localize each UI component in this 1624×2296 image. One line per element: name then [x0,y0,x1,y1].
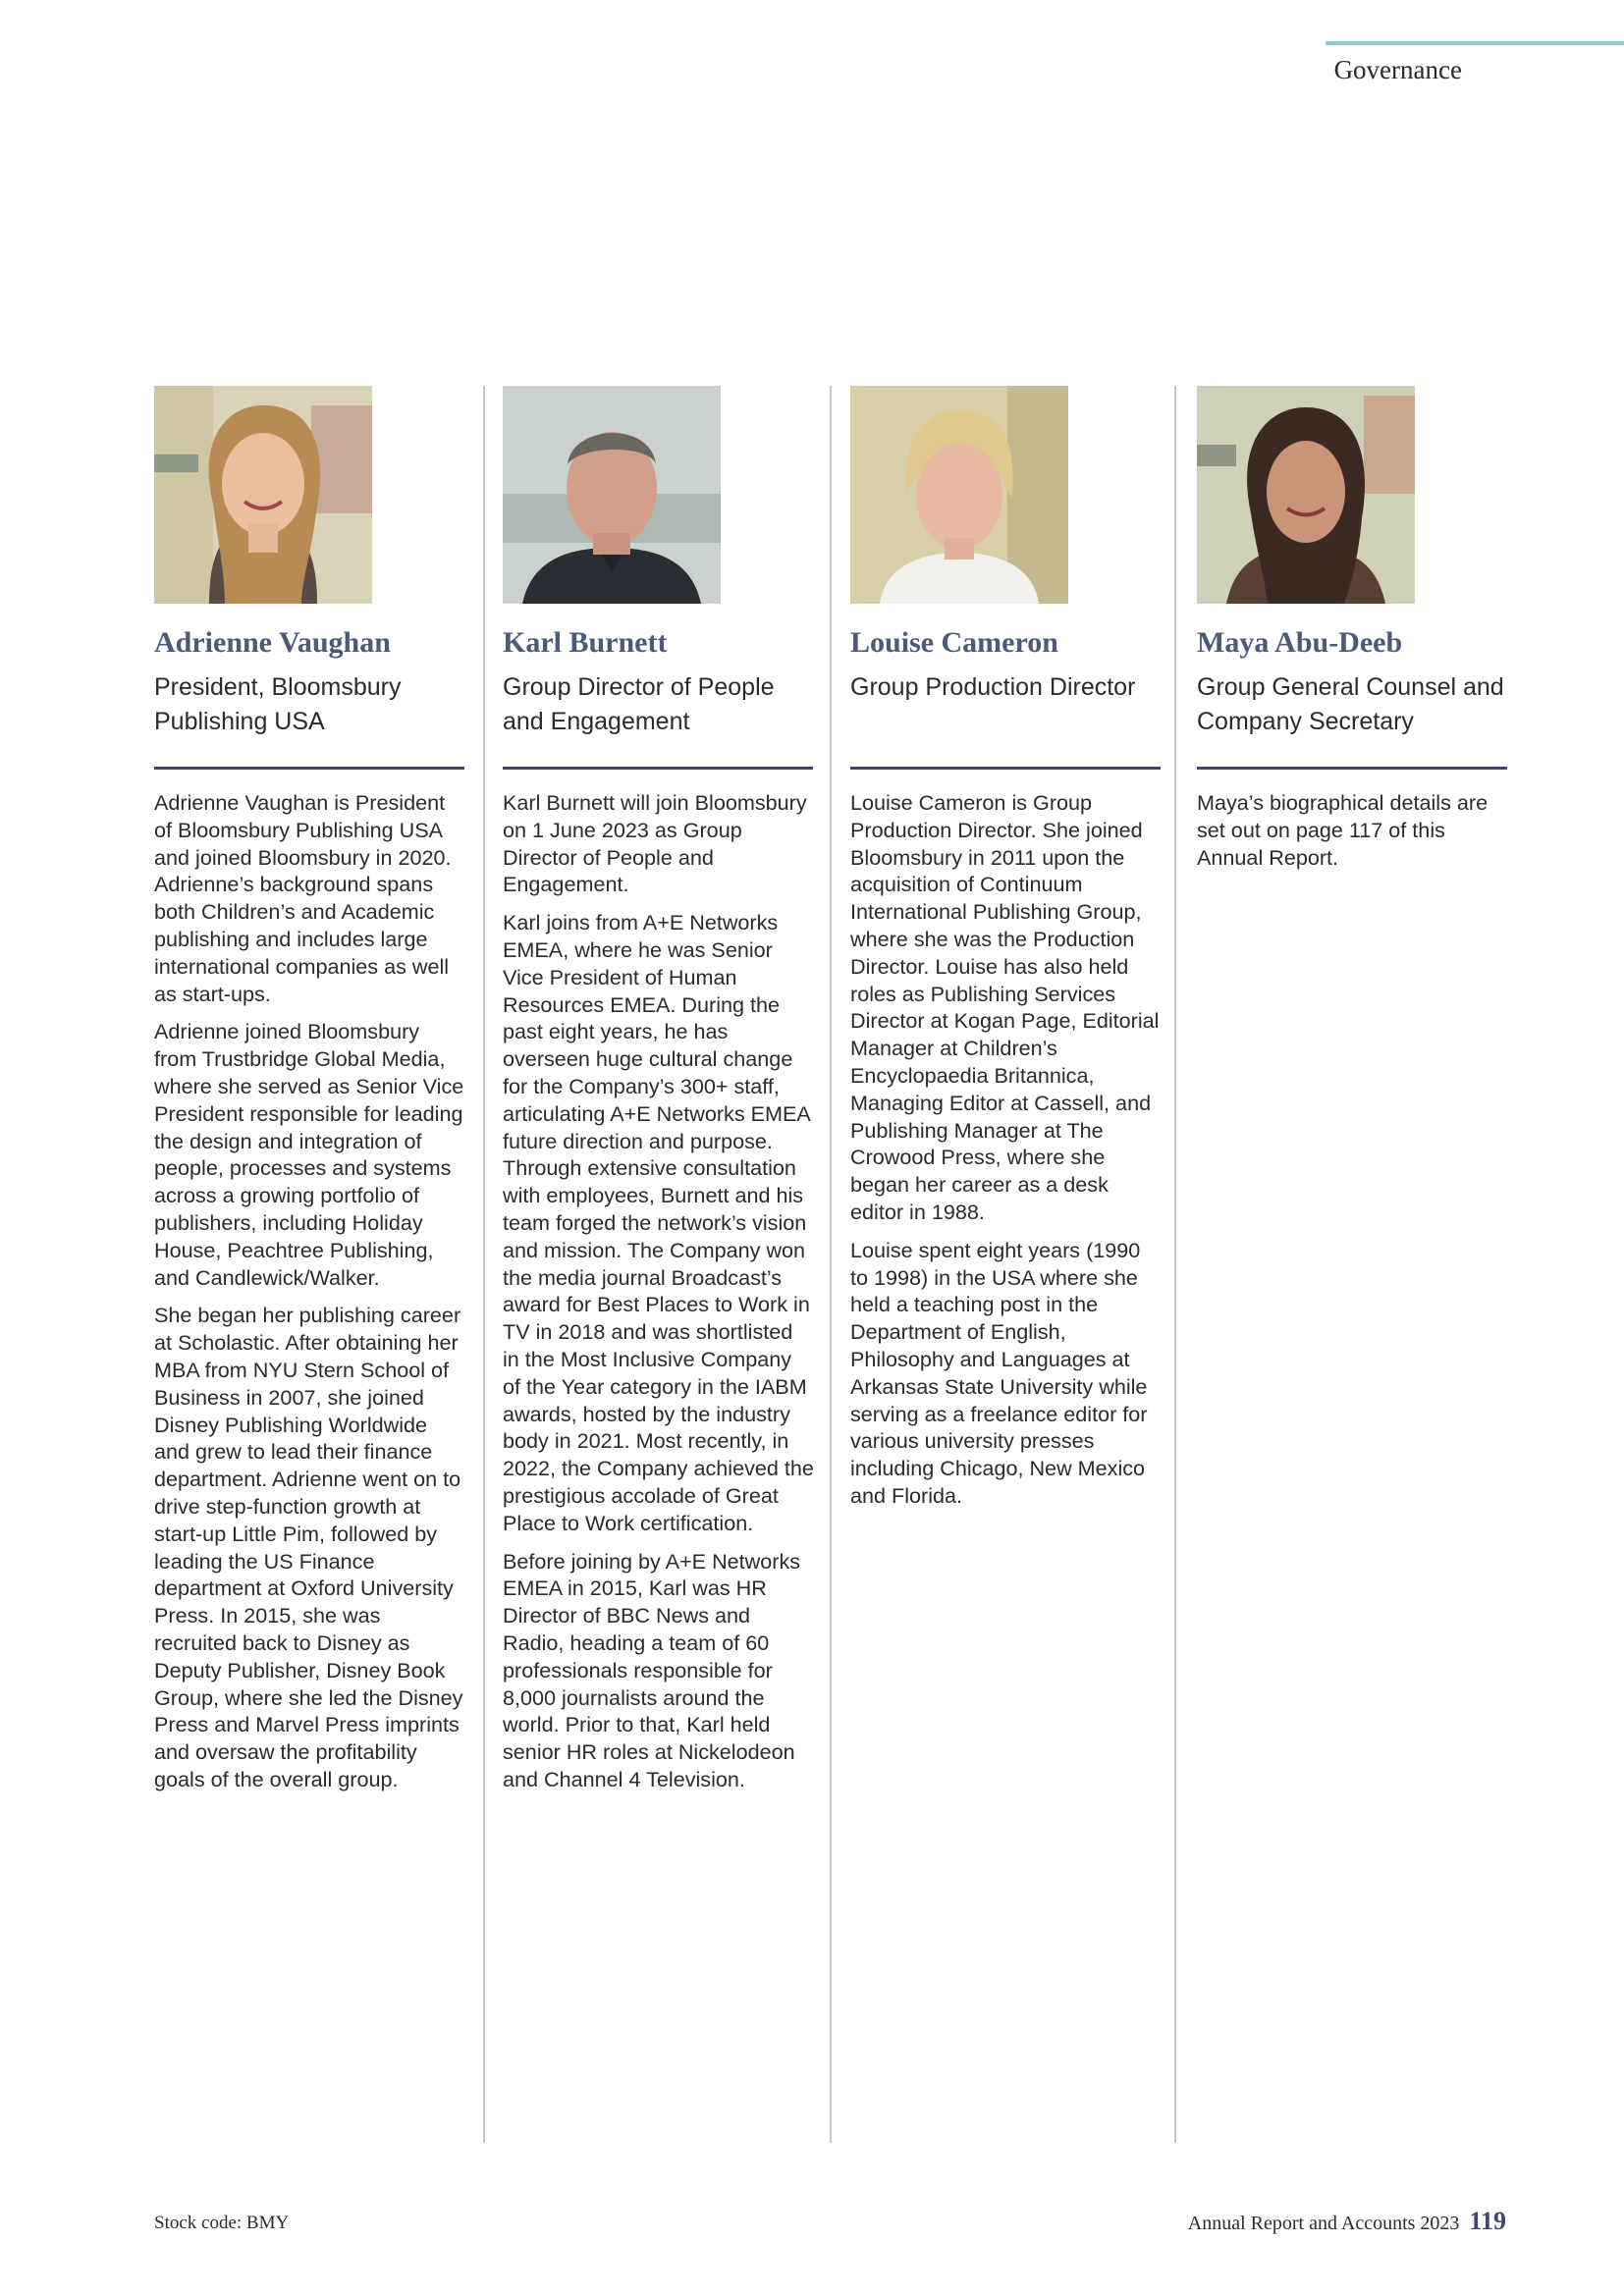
person-name: Adrienne Vaughan [154,626,391,659]
profile-card [154,386,466,1804]
biography [850,789,1163,1510]
column-divider [1174,386,1176,2143]
person-role: Group Production Director [850,673,1136,701]
portrait-photo [1197,386,1415,604]
column-divider [483,386,485,2143]
biography [503,789,815,1793]
bio-paragraph: Maya’s biographical details are set out on page 117 of this Annual Report. [1197,790,1489,870]
profile-card [850,386,1163,1521]
footer-report [1188,2207,1506,2236]
biography [154,789,466,1793]
person-name: Maya Abu-Deeb [1197,626,1403,659]
bio-paragraph: Adrienne joined Bloomsbury from Trustbridge Global Media, where she served as Senior Vice President responsible for leading the design and integration of people, processes and systems across a growing portfolio of publishers, including Holiday House, Peachtree Publishing, and Candlewick/Walker. [154,1019,464,1290]
separator-rule [1197,767,1507,770]
bio-paragraph: Karl Burnett will join Bloomsbury on 1 June 2023 as Group Director of People and Engagement. [503,790,807,897]
bio-paragraph: Adrienne Vaughan is President of Bloomsbury Publishing USA and joined Bloomsbury in 2020. Adrienne’s background spans both Children’s and Academic publishing and includes large international companies as well as start-ups. [154,790,452,1006]
biography [1197,789,1509,871]
stock-code: Stock code: BMY [154,2213,290,2233]
bio-paragraph: Karl joins from A+E Networks EMEA, where he was Senior Vice President of Human Resources EMEA. During the past eight years, he has overseen huge cultural change for the Company’s 300+ staff, articulating A+E Networks EMEA future direction and purpose. Through extensive consultation with employees, Burnett and his team forged the network’s vision and mission. The Company won the media journal Broadcast’s award for Best Places to Work in TV in 2018 and was shortlisted in the Most Inclusive Company of the Year category in the IABM awards, hosted by the industry body in 2021. Most recently, in 2022, the Company achieved the prestigious accolade of Great Place to Work certification. [503,910,814,1535]
header-accent-rule [1326,41,1624,45]
report-title: Annual Report and Accounts 2023 [1187,2213,1460,2234]
bio-paragraph: Louise spent eight years (1990 to 1998) in the USA where she held a teaching post in the Department of English, Philosophy and Languages at Arkansas State University while serving as a freelance editor for various university presses including Chicago, New Mexico and Florida. [850,1237,1148,1508]
separator-rule [154,767,464,770]
person-role: President, Bloomsbury Publishing USA [154,673,402,735]
portrait-photo [850,386,1068,604]
bio-paragraph: She began her publishing career at Scholastic. After obtaining her MBA from NYU Stern School of Business in 2007, she joined Disney Publishing Worldwide and grew to lead their finance department. Adrienne went on to drive step-function growth at start-up Little Pim, followed by leading the US Finance department at Oxford University Press. In 2015, she was recruited back to Disney as Deputy Publisher, Disney Book Group, where she led the Disney Press and Marvel Press imprints and oversaw the profitability goals of the overall group. [154,1303,463,1791]
profile-card [503,386,815,1804]
person-name: Karl Burnett [503,626,668,659]
separator-rule [503,767,813,770]
portrait-photo [154,386,372,604]
separator-rule [850,767,1161,770]
section-label: Governance [1333,55,1462,84]
page-number: 119 [1469,2207,1506,2235]
person-role: Group General Counsel and Company Secretary [1197,673,1504,735]
person-name: Louise Cameron [850,626,1058,659]
column-divider [830,386,832,2143]
portrait-photo [503,386,721,604]
bio-paragraph: Before joining by A+E Networks EMEA in 2015, Karl was HR Director of BBC News and Radio, heading a team of 60 professionals responsible for 8,000 journalists around the world. Prior to that, Karl held senior HR roles at Nickelodeon and Channel 4 Television. [503,1548,801,1791]
bio-paragraph: Louise Cameron is Group Production Director. She joined Bloomsbury in 2011 upon the acquisition of Continuum International Publishing Group, where she was the Production Director. Louise has also held roles as Publishing Services Director at Kogan Page, Editorial Manager at Children’s Encyclopaedia Britannica, Managing Editor at Cassell, and Publishing Manager at The Crowood Press, where she began her career as a desk editor in 1988. [850,790,1160,1224]
profile-card [1197,386,1509,881]
person-role: Group Director of People and Engagement [503,673,775,735]
